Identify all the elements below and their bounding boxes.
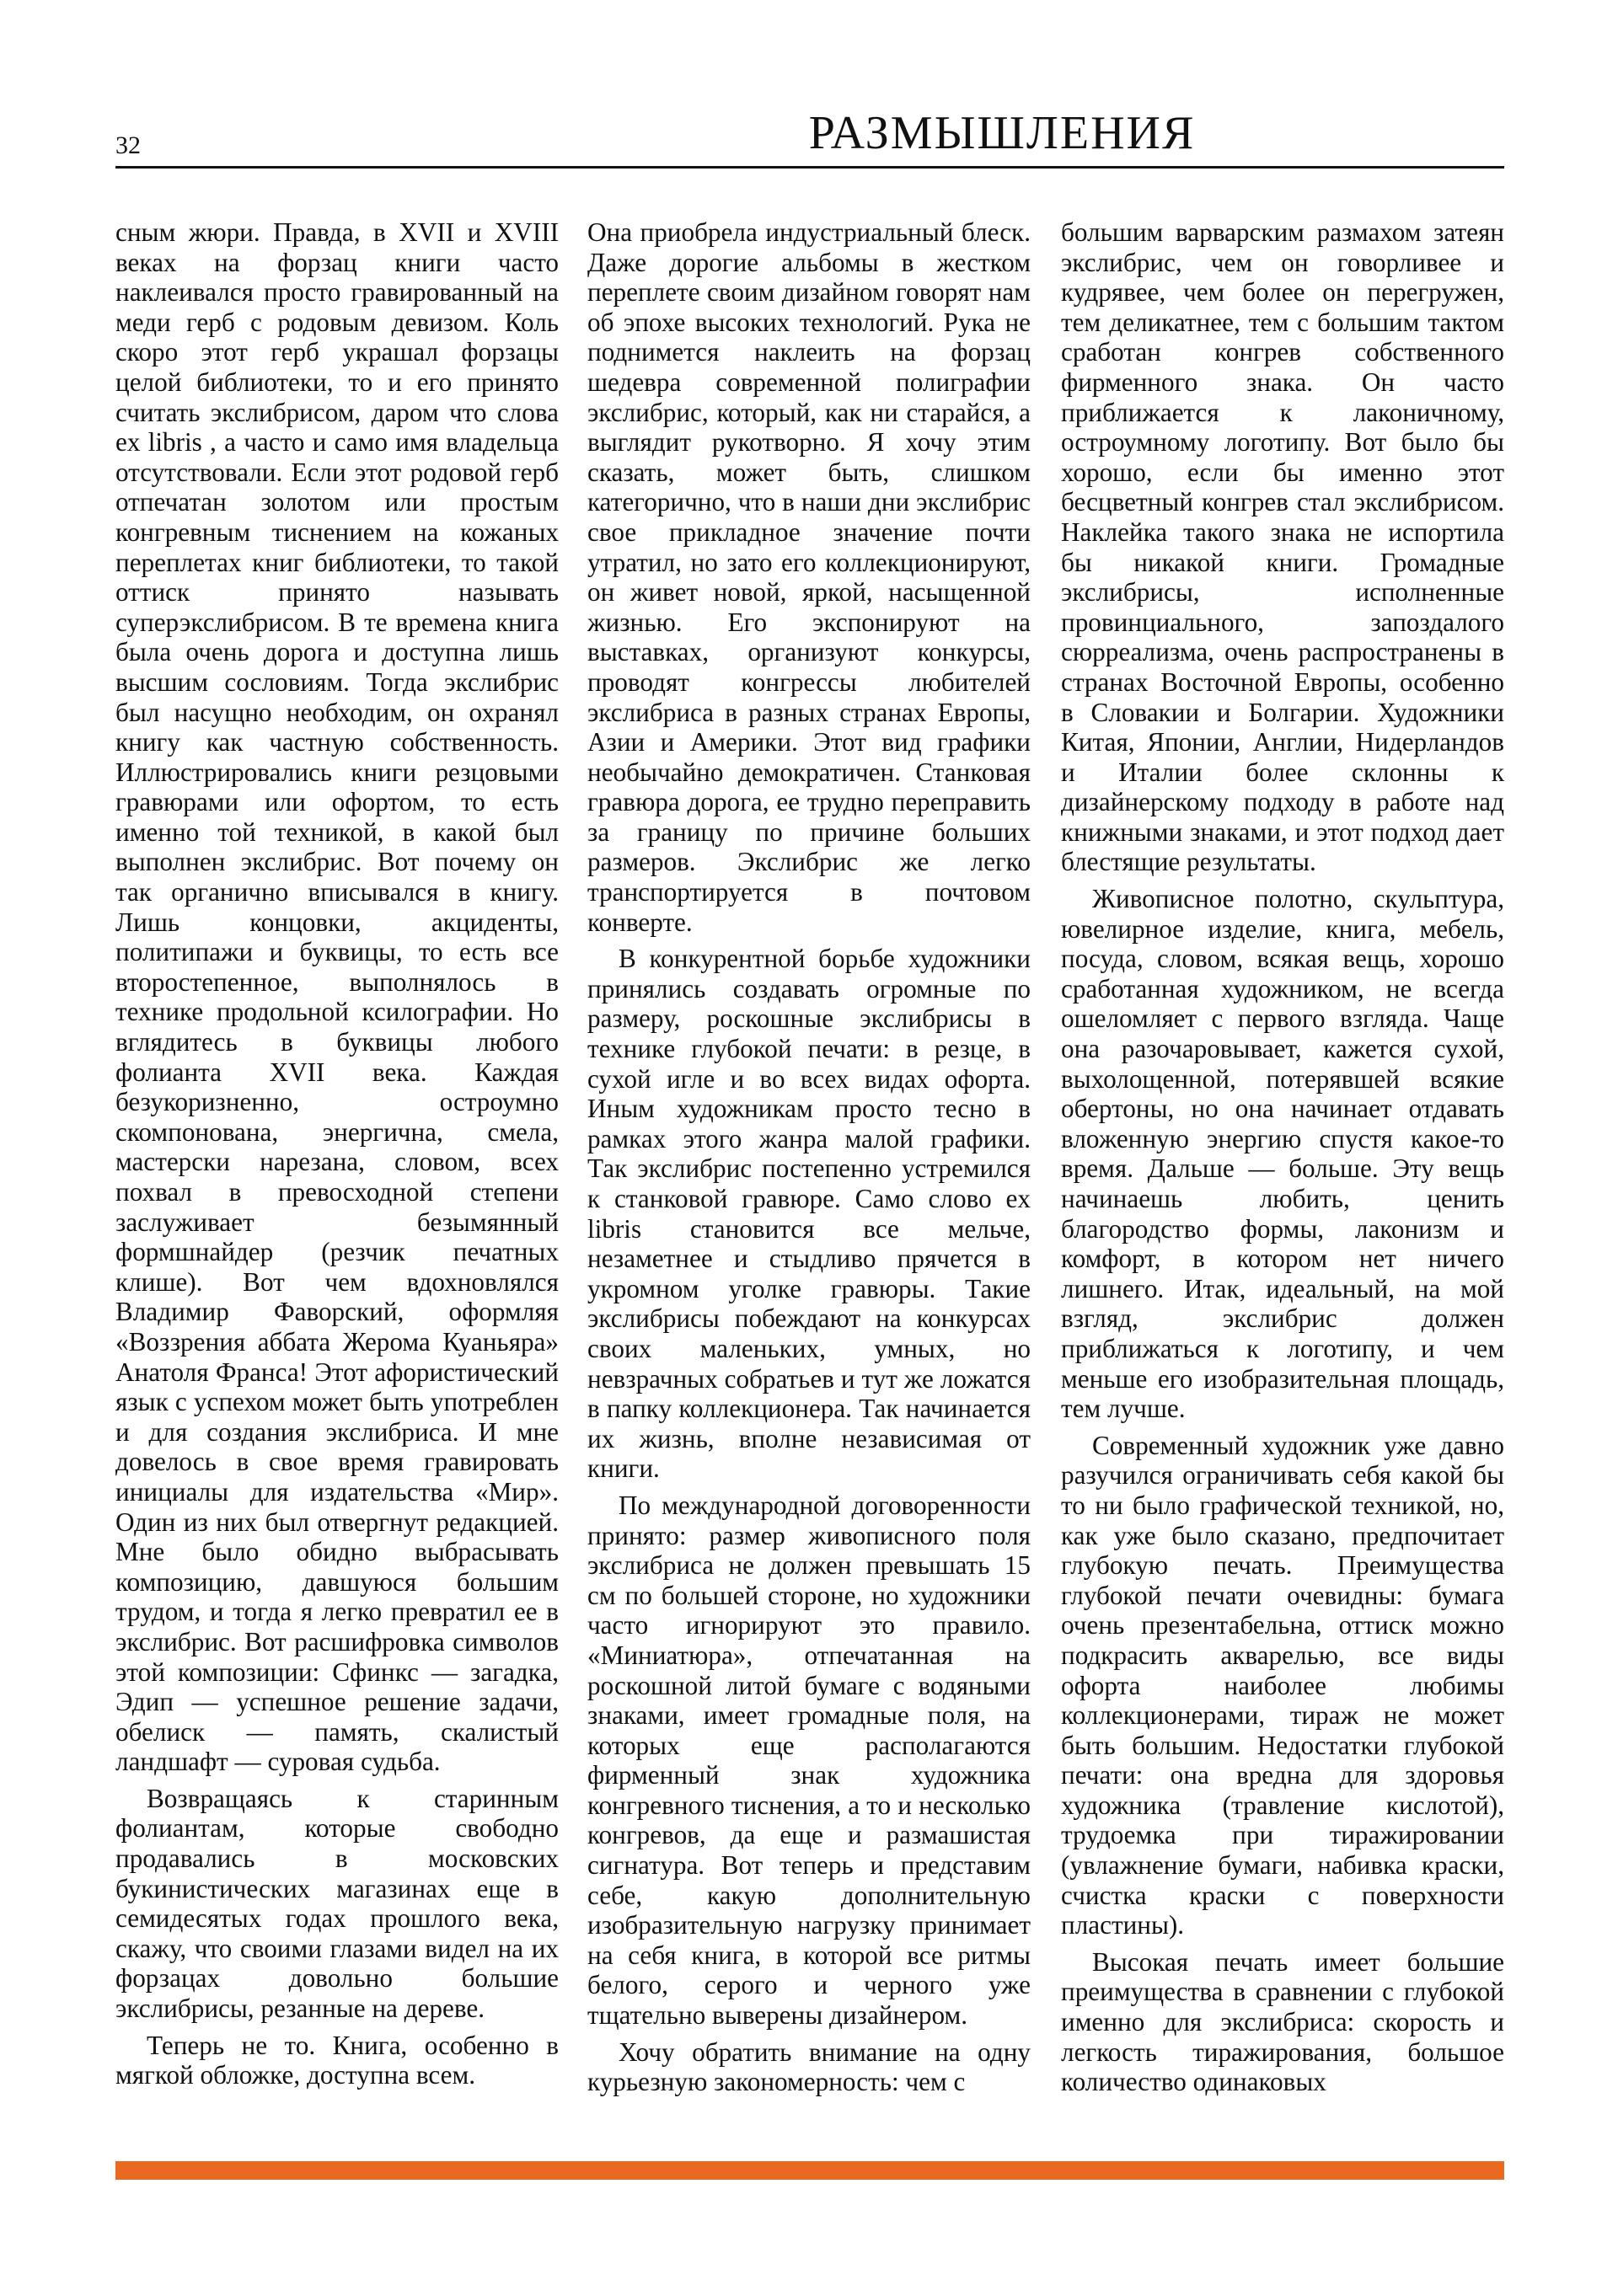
header-rule bbox=[115, 166, 1504, 169]
footer-accent-bar bbox=[115, 2161, 1504, 2180]
section-title: РАЗМЫШЛЕНИЯ bbox=[808, 107, 1196, 159]
paragraph: Теперь не то. Книга, особенно в мягкой обложке, доступна всем. bbox=[115, 2030, 559, 2090]
page-number: 32 bbox=[115, 131, 141, 159]
paragraph: По международной договоренности принято: размер живописного поля экслибриса не должен превышать 15 см по большей стороне, но художники часто игнорируют это правило. «Миниатюра», отпечатанная на роскошной литой бумаге с водяными знаками, имеет громадные поля, на которых еще располагаются фирменный знак художника конгревного тиснения, а то и несколько конгревов, да еще и размашистая сигнатура. Вот теперь и представим себе, какую дополнительную изобразительную нагрузку принимает на себя книга, в которой все ритмы белого, серого и черного уже тщательно выверены дизайнером. bbox=[587, 1490, 1031, 2031]
text-column-2 bbox=[587, 217, 1031, 2143]
paragraph: Высокая печать имеет большие преимущества в сравнении с глубокой именно для экслибриса: скорость и легкость тиражирования, большое количество одинаковых bbox=[1061, 1946, 1504, 2097]
text-column-3 bbox=[1061, 217, 1504, 2143]
paragraph: Хочу обратить внимание на одну курьезную закономерность: чем с bbox=[587, 2036, 1031, 2097]
paragraph: В конкурентной борьбе художники принялись создавать огромные по размеру, роскошные экслибрисы в технике глубокой печати: в резце, в сухой игле и во всех видах офорта. Иным художникам просто тесно в рамках этого жанра малой графики. Так экслибрис постепенно устремился к станковой гравюре. Само слово ex libris становится все мельче, незаметнее и стыдливо прячется в укромном уголке гравюры. Такие экслибрисы побеждают на конкурсах своих маленьких, умных, но невзрачных собратьев и тут же ложатся в папку коллекционера. Так начинается их жизнь, вполне независимая от книги. bbox=[587, 944, 1031, 1484]
paragraph: Возвращаясь к старинным фолиантам, которые свободно продавались в московских букинистических магазинах еще в семидесятых годах прошлого века, скажу, что своими глазами видел на их форзацах довольно большие экслибрисы, резанные на дереве. bbox=[115, 1783, 559, 2024]
paragraph: Современный художник уже давно разучился ограничивать себя какой бы то ни было графической техникой, но, как уже было сказано, предпочитает глубокую печать. Преимущества глубокой печати очевидны: бумага очень презентабельна, оттиск можно подкрасить акварелью, все виды офорта наиболее любимы коллекционерами, тираж не может быть большим. Недостатки глубокой печати: она вредна для здоровья художника (травление кислотой), трудоемка при тиражировании (увлажнение бумаги, набивка краски, счистка краски с поверхности пластины). bbox=[1061, 1430, 1504, 1940]
paragraph: большим варварским размахом затеян экслибрис, чем он говорливее и кудрявее, чем более он перегружен, тем деликатнее, тем с большим тактом сработан конгрев собственного фирменного знака. Он часто приближается к лаконичному, остроумному логотипу. Вот было бы хорошо, если бы именно этот бесцветный конгрев стал экслибрисом. Наклейка такого знака не испортила бы никакой книги. Громадные экслибрисы, исполненные провинциального, запоздалого сюрреализма, очень распространены в странах Восточной Европы, особенно в Словакии и Болгарии. Художники Китая, Японии, Англии, Нидерландов и Италии более склонны к дизайнерскому подходу в работе над книжными знаками, и этот подход дает блестящие результаты. bbox=[1061, 217, 1504, 877]
text-column-1 bbox=[115, 217, 559, 2143]
paragraph: сным жюри. Правда, в XVII и XVIII веках на форзац книги часто наклеивался просто гравированный на меди герб с родовым девизом. Коль скоро этот герб украшал форзацы целой библиотеки, то и его принято считать экслибрисом, даром что слова ex libris , а часто и само имя владельца отсутствовали. Если этот родовой герб отпечатан золотом или простым конгревным тиснением на кожаных переплетах книг библиотеки, то такой оттиск принято называть суперэкслибрисом. В те времена книга была очень дорога и доступна лишь высшим сословиям. Тогда экслибрис был насущно необходим, он охранял книгу как частную собственность. Иллюстрировались книги резцовыми гравюрами или офортом, то есть именно той техникой, в какой был выполнен экслибрис. Вот почему он так органично вписывался в книгу. Лишь концовки, акциденты, политипажи и буквицы, то есть все второстепенное, выполнялось в технике продольной ксилографии. Но вглядитесь в буквицы любого фолианта XVII века. Каждая безукоризненно, остроумно скомпонована, энергична, смела, мастерски нарезана, словом, всех похвал в превосходной степени заслуживает безымянный формшнайдер (резчик печатных клише). Вот чем вдохновлялся Владимир Фаворский, оформляя «Воззрения аббата Жерома Куаньяра» Анатоля Франса! Этот афористический язык с успехом может быть употреблен и для создания экслибриса. И мне довелось в свое время гравировать инициалы для издательства «Мир». Один из них был отвергнут редакцией. Мне было обидно выбрасывать композицию, давшуюся большим трудом, и тогда я легко превратил ее в экслибрис. Вот расшифровка символов этой композиции: Сфинкс — загадка, Эдип — успешное решение задачи, обелиск — память, скалистый ландшафт — суровая судьба. bbox=[115, 217, 559, 1777]
paragraph: Живописное полотно, скульптура, ювелирное изделие, книга, мебель, посуда, словом, всякая вещь, хорошо сработанная художником, не всегда ошеломляет с первого взгляда. Чаще она разочаровывает, кажется сухой, выхолощенной, потерявшей всякие обертоны, но она начинает отдавать вложенную энергию спустя какое-то время. Дальше — больше. Эту вещь начинаешь любить, ценить благородство формы, лаконизм и комфорт, в котором нет ничего лишнего. Итак, идеальный, на мой взгляд, экслибрис должен приближаться к логотипу, и чем меньше его изобразительная площадь, тем лучше. bbox=[1061, 884, 1504, 1424]
paragraph: Она приобрела индустриальный блеск. Даже дорогие альбомы в жестком переплете своим дизайном говорят нам об эпохе высоких технологий. Рука не поднимется наклеить на форзац шедевра современной полиграфии экслибрис, который, как ни старайся, а выглядит рукотворно. Я хочу этим сказать, может быть, слишком категорично, что в наши дни экслибрис свое прикладное значение почти утратил, но зато его коллекционируют, он живет новой, яркой, насыщенной жизнью. Его экспонируют на выставках, организуют конкурсы, проводят конгрессы любителей экслибриса в разных странах Европы, Азии и Америки. Этот вид графики необычайно демократичен. Станковая гравюра дорога, ее трудно переправить за границу по причине больших размеров. Экслибрис же легко транспортируется в почтовом конверте. bbox=[587, 217, 1031, 937]
